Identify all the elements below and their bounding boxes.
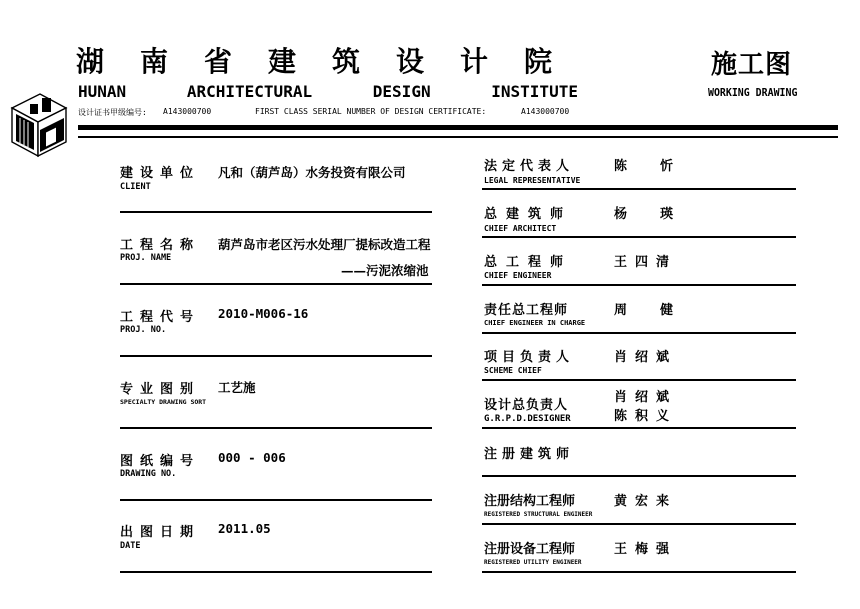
value-chief-engineer: 王四清: [614, 255, 678, 270]
label-drawing-no-cn: 图纸编号: [120, 454, 201, 469]
label-registered-architect-cn: 注册建筑师: [484, 447, 575, 462]
cert-number: A143000700: [163, 107, 212, 116]
label-specialty-cn: 专业图别: [120, 382, 201, 397]
label-utility-engineer-cn: 注册设备工程师: [484, 542, 576, 557]
label-grpd-designer-cn: 设计总负责人: [484, 398, 569, 413]
divider: [120, 499, 432, 501]
value-scheme-chief: 肖绍斌: [614, 350, 678, 365]
cert-label-en: FIRST CLASS SERIAL NUMBER OF DESIGN CERTIFICATE:: [255, 107, 487, 116]
divider: [120, 283, 432, 285]
cert-label-cn: 设计证书甲级编号:: [78, 108, 147, 117]
label-legal-rep-en: LEGAL REPRESENTATIVE: [484, 176, 581, 185]
label-chief-engineer-cn: 总工程师: [484, 255, 573, 270]
label-specialty-en: SPECIALTY DRAWING SORT: [120, 398, 207, 406]
label-proj-no-cn: 工程代号: [120, 310, 201, 325]
label-drawing-no-en: DRAWING NO.: [120, 469, 177, 479]
value-structural-engineer: 黄宏来: [614, 494, 678, 509]
divider: [482, 475, 796, 477]
divider: [482, 427, 796, 429]
doc-type-en: WORKING DRAWING: [708, 86, 798, 99]
value-client: 凡和（葫芦岛）水务投资有限公司: [218, 165, 406, 180]
cert-number-en: A143000700: [521, 107, 570, 116]
label-chief-architect-en: CHIEF ARCHITECT: [484, 224, 557, 233]
value-grpd-designer-1: 肖绍斌: [614, 390, 678, 405]
label-date-en: DATE: [120, 541, 141, 551]
divider: [482, 379, 796, 381]
label-proj-no-en: PROJ. NO.: [120, 325, 167, 335]
label-client-cn: 建设单位: [120, 166, 201, 181]
label-chief-architect-cn: 总建筑师: [484, 207, 573, 222]
label-grpd-designer-en: G.R.P.D.DESIGNER: [484, 414, 571, 424]
label-proj-name-en: PROJ. NAME: [120, 253, 172, 263]
label-proj-name-cn: 工程名称: [120, 238, 201, 253]
value-specialty: 工艺施: [218, 380, 256, 395]
institute-word-3: DESIGN: [372, 82, 431, 101]
divider: [482, 188, 796, 190]
label-utility-engineer-en: REGISTERED UTILITY ENGINEER: [484, 559, 582, 566]
divider: [482, 523, 796, 525]
label-engineer-in-charge-en: CHIEF ENGINEER IN CHARGE: [484, 319, 586, 327]
value-engineer-in-charge: 周 健: [614, 303, 682, 318]
divider: [482, 332, 796, 334]
institute-logo-icon: [10, 90, 68, 160]
label-scheme-chief-en: SCHEME CHIEF: [484, 366, 542, 375]
divider: [120, 211, 432, 213]
label-structural-engineer-cn: 注册结构工程师: [484, 494, 576, 509]
divider: [120, 571, 432, 573]
divider: [120, 427, 432, 429]
value-grpd-designer-2: 陈积义: [614, 409, 678, 424]
value-chief-architect: 杨 瑛: [614, 207, 682, 222]
institute-word-2: ARCHITECTURAL: [186, 82, 313, 101]
institute-word-1: HUNAN: [78, 82, 127, 101]
value-legal-rep: 陈 忻: [614, 159, 682, 174]
divider: [482, 571, 796, 573]
doc-type-cn: 施工图: [711, 50, 793, 80]
divider: [482, 284, 796, 286]
label-chief-engineer-en: CHIEF ENGINEER: [484, 271, 552, 280]
value-utility-engineer: 王梅强: [614, 542, 678, 557]
value-proj-name-sub: ——污泥浓缩池: [341, 263, 429, 278]
header-rule-thick: [78, 125, 838, 130]
label-scheme-chief-cn: 项目负责人: [484, 350, 575, 365]
label-legal-rep-cn: 法定代表人: [484, 159, 575, 174]
value-date: 2011.05: [218, 521, 271, 536]
header-rule-thin: [78, 136, 838, 138]
label-structural-engineer-en: REGISTERED STRUCTURAL ENGINEER: [484, 511, 593, 518]
label-client-en: CLIENT: [120, 182, 151, 192]
divider: [120, 355, 432, 357]
label-date-cn: 出图日期: [120, 525, 201, 540]
value-proj-name: 葫芦岛市老区污水处理厂提标改造工程: [218, 237, 431, 252]
label-engineer-in-charge-cn: 责任总工程师: [484, 303, 569, 318]
value-drawing-no: 000 - 006: [218, 450, 286, 465]
value-proj-no: 2010-M006-16: [218, 306, 309, 321]
divider: [482, 236, 796, 238]
institute-word-4: INSTITUTE: [491, 82, 578, 101]
institute-name-en: [78, 82, 578, 101]
institute-name-cn: 湖南省建筑设计院: [76, 45, 589, 78]
